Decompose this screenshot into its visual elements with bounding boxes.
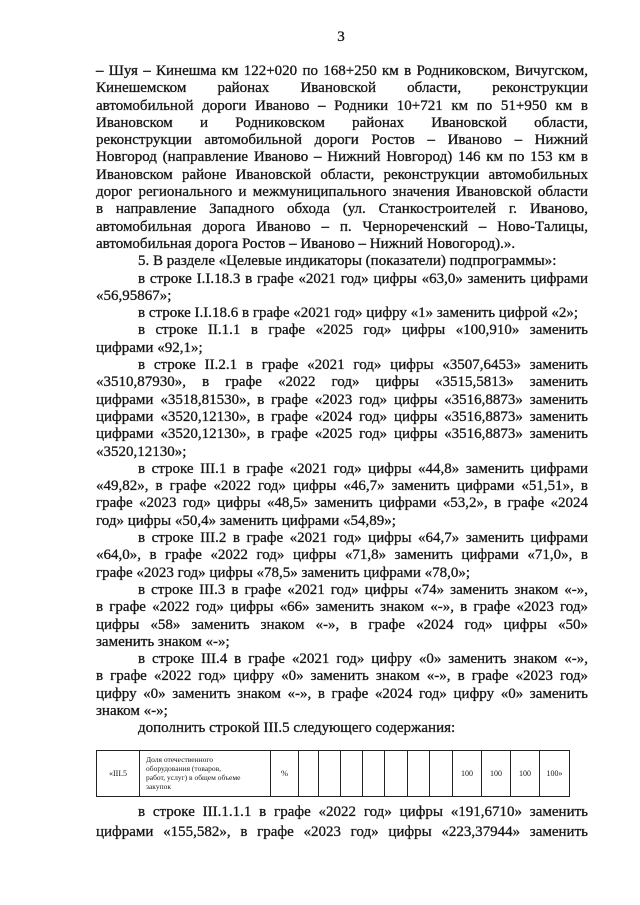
amendment-item	[96, 271, 588, 306]
text-line: – Шуя – Кинешма км 122+020 по 168+250 км в Родниковском, Вичугском,	[96, 63, 588, 79]
new-indicator-row-table	[96, 750, 570, 797]
text-line: год» цифры «50,4» заменить цифрами «54,89»;	[96, 512, 396, 529]
text-line: в графе «2022 год» цифру «0» заменить знаком «-», в графе «2023 год»	[96, 668, 588, 685]
text-line: в строке I.I.18.6 в графе «2021 год» цифру «1» заменить цифрой «2»;	[138, 305, 579, 322]
value-cell: 100	[482, 750, 511, 796]
text-line: «3520,12130»;	[96, 443, 187, 460]
text-line: графе «2023 год» цифры «78,5» заменить цифрами «78,0»;	[96, 564, 471, 581]
text-line: «64,0», в графе «2022 год» цифры «71,8» заменить цифрами «71,0», в	[96, 547, 588, 564]
text-line: автомобильная дорога Иваново – п. Чернореченский – Ново-Талицы,	[96, 218, 588, 235]
text-line: в строке II.2.1 в графе «2021 год» цифры «3507,6453» заменить	[138, 357, 588, 374]
amendment-item	[96, 305, 588, 322]
text-line: цифрами «155,582», в графе «2023 год» цифры «223,37944» заменить	[96, 823, 588, 840]
page-number: 3	[337, 29, 345, 45]
indicator-name-line: работ, услуг) в общем объеме	[146, 772, 241, 782]
amendment-item	[96, 461, 588, 530]
text-line: в строке III.3 в графе «2021 год» цифры «74» заменить знаком «-»,	[138, 581, 588, 598]
text-line: «49,82», в графе «2022 год» цифры «46,7» заменить цифрами «51,51», в	[96, 478, 588, 495]
empty-cell	[341, 750, 363, 796]
amendment-item	[96, 322, 588, 357]
continuation-paragraph	[96, 63, 588, 253]
text-line: дорог регионального и межмуниципального значения Ивановской области	[96, 184, 588, 201]
amendment-item	[96, 651, 588, 720]
value-cell: 100»	[540, 750, 570, 796]
amendment-item	[96, 802, 588, 842]
text-line: заменить знаком «-»;	[96, 633, 230, 650]
empty-cell	[299, 750, 319, 796]
text-line: автомобильной дороги Иваново – Родники 10+721 км по 51+950 км в	[96, 97, 588, 114]
amendment-item	[96, 357, 588, 461]
text-line: реконструкции автомобильной дороги Ростов – Иваново – Нижний	[96, 132, 588, 149]
table-intro-line: дополнить строкой III.5 следующего содержания:	[138, 720, 456, 737]
row-code-cell: «III.5	[97, 750, 140, 796]
text-line: в строке III.1.1.1 в графе «2022 год» цифры «191,6710» заменить	[138, 803, 588, 820]
text-line: графе «2023 год» цифры «48,5» заменить цифрами «53,2», в графе «2024	[96, 495, 588, 512]
text-line: «56,95867»;	[96, 287, 172, 304]
empty-cell	[430, 750, 453, 796]
text-line: автомобильная дорога Ростов – Иваново – Нижний Новогород).».	[96, 235, 516, 252]
text-line: в строке III.4 в графе «2021 год» цифру «0» заменить знаком «-»,	[138, 651, 588, 668]
value-cell: 100	[453, 750, 482, 796]
section-heading: 5. В разделе «Целевые индикаторы (показатели) подпрограммы»:	[138, 253, 557, 270]
empty-cell	[363, 750, 385, 796]
section-heading-paragraph	[96, 253, 588, 270]
amendment-item	[96, 582, 588, 651]
empty-cell	[408, 750, 430, 796]
text-line: в графе «2022 год» цифры «66» заменить знаком «-», в графе «2023 год»	[96, 599, 588, 616]
text-line: в строке I.I.18.3 в графе «2021 год» цифры «63,0» заменить цифрами	[138, 270, 588, 287]
indicator-name-line: оборудования (товаров,	[146, 763, 222, 773]
unit-cell: %	[271, 750, 299, 796]
text-line: Ивановском и Родниковском районах Ивановской области,	[96, 114, 588, 131]
text-line: в строке III.1 в графе «2021 год» цифры «44,8» заменить цифрами	[138, 460, 588, 477]
text-line: цифру «0» заменить знаком «-», в графе «2024 год» цифру «0» заменить	[96, 685, 588, 702]
text-line: цифрами «3520,12130», в графе «2025 год» цифры «3516,8873» заменить	[96, 426, 588, 443]
text-line: Кинешемском районах Ивановской области, реконструкции	[96, 80, 588, 97]
text-line: Ивановском районе Ивановской области, реконструкции автомобильных	[96, 166, 588, 183]
indicator-name-line: Доля отечественного	[146, 754, 214, 764]
amendment-item	[96, 720, 588, 737]
empty-cell	[385, 750, 408, 796]
text-line: знаком «-»;	[96, 702, 168, 719]
value-cell: 100	[511, 750, 540, 796]
text-line: в направление Западного обхода (ул. Станкостроителей г. Иваново,	[96, 201, 588, 218]
empty-cell	[319, 750, 341, 796]
document-body	[96, 63, 588, 842]
indicator-name-cell	[140, 750, 271, 796]
indicator-name-line: закупок	[146, 781, 171, 791]
text-line: цифрами «92,1»;	[96, 339, 203, 356]
table-row	[97, 750, 570, 796]
text-line: «3510,87930», в графе «2022 год» цифры «3515,5813» заменить	[96, 374, 588, 391]
text-line: цифрами «3520,12130», в графе «2024 год» цифры «3516,8873» заменить	[96, 408, 588, 425]
text-line: в строке II.1.1 в графе «2025 год» цифры «100,910» заменить	[138, 322, 588, 339]
amendment-item	[96, 530, 588, 582]
text-line: в строке III.2 в графе «2021 год» цифры «64,7» заменить цифрами	[138, 530, 588, 547]
text-line: цифры «58» заменить знаком «-», в графе «2024 год» цифры «50»	[96, 616, 588, 633]
text-line: цифрами «3518,81530», в графе «2023 год» цифры «3516,8873» заменить	[96, 391, 588, 408]
text-line: Новгород (направление Иваново – Нижний Новгород) 146 км по 153 км в	[96, 149, 588, 166]
